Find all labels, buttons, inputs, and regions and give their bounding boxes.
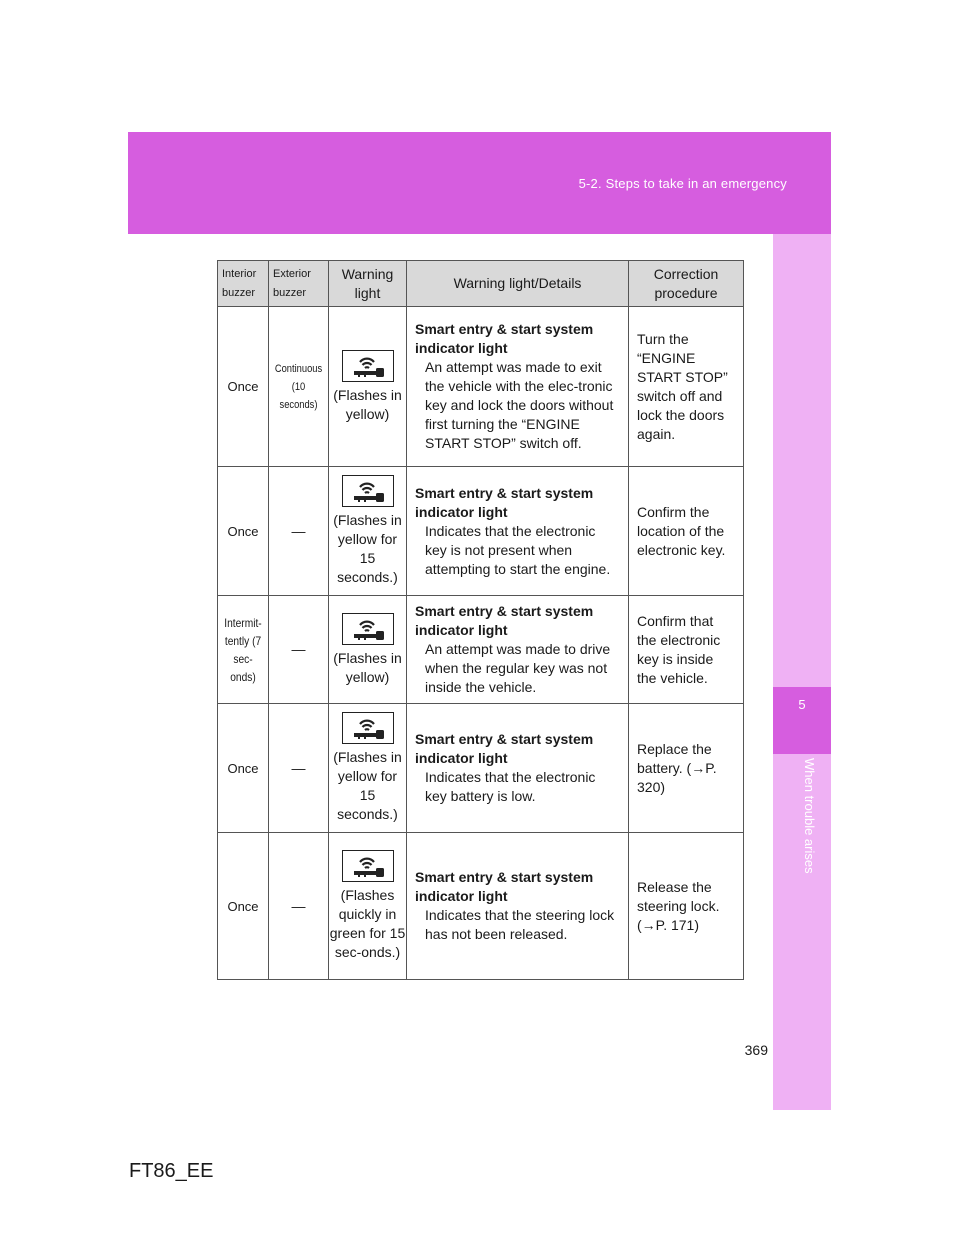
header-exterior-buzzer: Exterior buzzer (269, 261, 329, 307)
page-number: 369 (744, 1042, 768, 1058)
details-cell (407, 467, 629, 596)
details-title: Smart entry & start system indicator light (415, 731, 594, 766)
details-cell (407, 596, 629, 704)
chapter-side-tab (773, 234, 831, 1110)
details-body: Indicates that the electronic key battery is low. (425, 769, 596, 804)
interior-buzzer-cell: Once (218, 467, 269, 596)
warning-light-caption: (Flashes in yellow for 15 seconds.) (333, 749, 402, 822)
smart-key-indicator-icon (342, 712, 394, 744)
details-body: Indicates that the steering lock has not been released. (425, 907, 615, 942)
warning-light-caption: (Flashes quickly in green for 15 sec-onds.) (329, 887, 406, 960)
warning-light-cell (329, 596, 407, 704)
correction-cell: Confirm the location of the electronic key. (629, 467, 744, 596)
document-code: FT86_EE (129, 1160, 214, 1182)
interior-buzzer-cell: Once (218, 833, 269, 980)
table-row (218, 833, 744, 980)
details-cell (407, 307, 629, 467)
section-label: 5-2. Steps to take in an emergency (578, 176, 787, 191)
interior-buzzer-cell: Once (218, 307, 269, 467)
smart-key-indicator-icon (342, 850, 394, 882)
details-body: Indicates that the electronic key is not present when attempting to start the engine. (425, 522, 611, 577)
warning-table (217, 260, 744, 980)
interior-buzzer-value: Intermit-tently (7 sec-onds) (224, 615, 262, 684)
header-band (128, 132, 831, 234)
table-row (218, 467, 744, 596)
details-body: An attempt was made to exit the vehicle with the elec-tronic key and lock the doors without first turning the “ENGINE START STOP” switch off. (425, 359, 614, 451)
chapter-number-box (773, 687, 831, 754)
table-row (218, 596, 744, 704)
smart-key-indicator-icon (342, 475, 394, 507)
header-interior-buzzer: Interior buzzer (218, 261, 269, 307)
warning-light-cell (329, 833, 407, 980)
exterior-buzzer-cell: — (269, 596, 329, 704)
chapter-title: When trouble arises (802, 758, 817, 874)
exterior-buzzer-cell: — (269, 704, 329, 833)
details-title: Smart entry & start system indicator light (415, 484, 594, 520)
smart-key-indicator-icon (342, 350, 394, 382)
warning-light-caption: (Flashes in yellow) (333, 386, 402, 422)
chapter-number: 5 (798, 697, 806, 712)
warning-light-cell (329, 307, 407, 467)
details-cell (407, 704, 629, 833)
warning-light-cell (329, 704, 407, 833)
table-row (218, 307, 744, 467)
details-cell (407, 833, 629, 980)
details-body: An attempt was made to drive when the regular key was not inside the vehicle. (425, 641, 611, 695)
correction-cell: Release the steering lock. (→P. 171) (629, 833, 744, 980)
details-title: Smart entry & start system indicator light (415, 603, 594, 638)
table-row (218, 704, 744, 833)
correction-cell: Turn the “ENGINE START STOP” switch off and lock the doors again. (629, 307, 744, 467)
exterior-buzzer-cell (269, 307, 329, 467)
interior-buzzer-cell (218, 596, 269, 704)
exterior-buzzer-value: Continuous (10 seconds) (274, 362, 323, 411)
header-details: Warning light/Details (407, 261, 629, 307)
table-header-row (218, 261, 744, 307)
details-title: Smart entry & start system indicator light (415, 869, 594, 904)
interior-buzzer-cell: Once (218, 704, 269, 833)
exterior-buzzer-cell: — (269, 833, 329, 980)
correction-cell: Replace the battery. (→P. 320) (629, 704, 744, 833)
smart-key-indicator-icon (342, 613, 394, 645)
header-correction: Correction procedure (629, 261, 744, 307)
warning-light-cell (329, 467, 407, 596)
correction-cell: Confirm that the electronic key is inside the vehicle. (629, 596, 744, 704)
header-warning-light: Warning light (329, 261, 407, 307)
warning-light-caption: (Flashes in yellow) (333, 649, 402, 685)
chapter-title-tab (773, 754, 831, 894)
exterior-buzzer-cell: — (269, 467, 329, 596)
details-title: Smart entry & start system indicator light (415, 321, 594, 356)
warning-light-caption: (Flashes in yellow for 15 seconds.) (333, 512, 402, 585)
